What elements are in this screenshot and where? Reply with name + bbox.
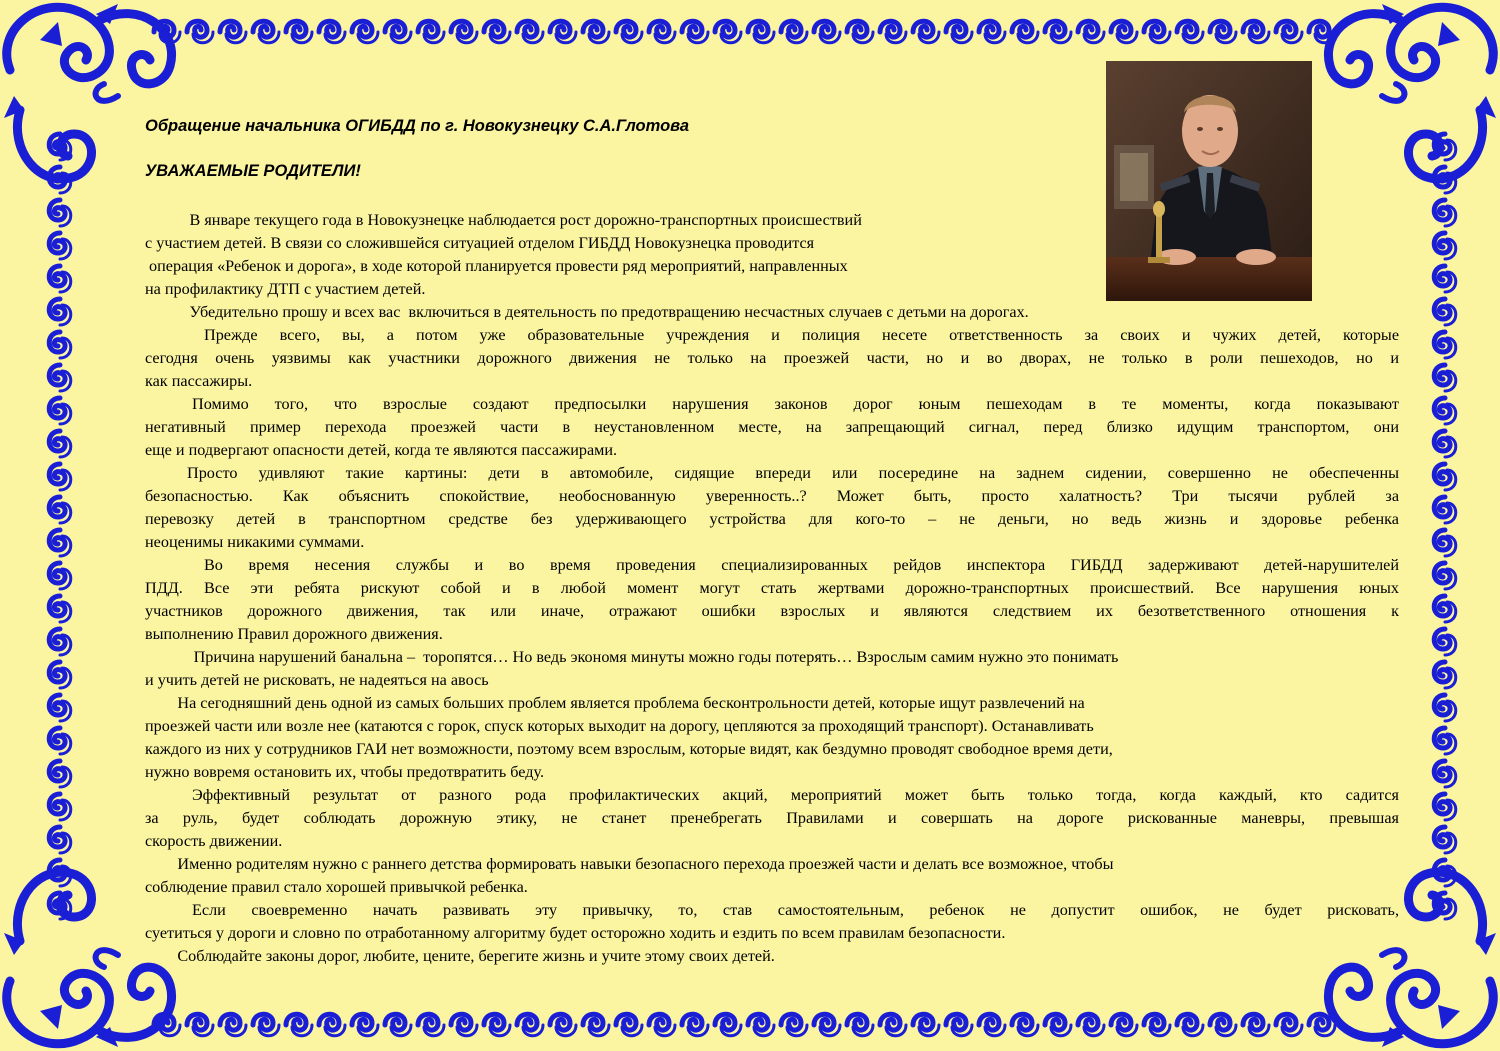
- text-line: Прежде всего, вы, а потом уже образовательные учреждения и полиция несете ответственность за своих и чужих детей, которые: [204, 326, 1399, 344]
- text-line: Эффективный результат от разного рода профилактических акций, мероприятий может быть только тогда, когда каждый, кто садится: [192, 786, 1399, 804]
- text-line: и учить детей не рисковать, не надеяться на авось: [145, 671, 489, 689]
- text-line: сегодня очень уязвимы как участники дорожного движения не только на проезжей части, но и во дворах, не только в роли пешеходов, но и: [145, 349, 1399, 367]
- text-line: как пассажиры.: [145, 372, 253, 390]
- text-line: операция «Ребенок и дорога», в ходе которой планируется провести ряд мероприятий, направленных: [145, 257, 848, 275]
- text-line: суетиться у дороги и словно по отработанному алгоритму будет осторожно ходить и ездить по всем правилам безопасности.: [145, 924, 1006, 942]
- text-line: Убедительно прошу и всех вас включиться в деятельность по предотвращению несчастных случаев с детьми на дорогах.: [145, 303, 1029, 321]
- text-line: безопасностью. Как объяснить спокойствие, необоснованную уверенность..? Может быть, просто халатность? Три тысячи рублей за: [145, 487, 1399, 505]
- text-line: на профилактику ДТП с участием детей.: [145, 280, 426, 298]
- text-line: ПДД. Все эти ребята рискуют собой и в любой момент могут стать жертвами дорожно-транспортных происшествий. Все нарушения юных: [145, 579, 1399, 597]
- text-line: за руль, будет соблюдать дорожную этику, не станет пренебрегать Правилами и совершать на дороге рискованные маневры, превышая: [145, 809, 1399, 827]
- text-line: Во время несения службы и во время проведения специализированных рейдов инспектора ГИБДД задерживают детей-нарушителей: [204, 556, 1399, 574]
- appeal-body: [145, 209, 1399, 968]
- text-line: выполнению Правил дорожного движения.: [145, 625, 443, 643]
- text-line: Помимо того, что взрослые создают предпосылки нарушения законов дорог юным пешеходам в те моменты, когда показывают: [192, 395, 1399, 413]
- text-line: Если своевременно начать развивать эту привычку, то, став самостоятельным, ребенок не допустит ошибок, не будет рисковать,: [192, 901, 1399, 919]
- text-line: Соблюдайте законы дорог, любите, цените, берегите жизнь и учите этому своих детей.: [145, 947, 775, 965]
- text-line: нужно вовремя остановить их, чтобы предотвратить беду.: [145, 763, 545, 781]
- text-line: В январе текущего года в Новокузнецке наблюдается рост дорожно-транспортных происшествий: [145, 211, 862, 229]
- text-line: проезжей части или возле нее (катаются с горок, спуск которых выходит на дорогу, цепляются за проходящий транспорт). Останавливать: [145, 717, 1094, 735]
- text-line: Причина нарушений банальна – торопятся… Но ведь экономя минуты можно годы потерять… Взрослым самим нужно это понимать: [145, 648, 1119, 666]
- text-line: неоценимы никакими суммами.: [145, 533, 365, 551]
- text-line: негативный пример перехода проезжей части в неустановленном месте, на запрещающий сигнал, перед близко идущим транспортом, они: [145, 418, 1399, 436]
- text-line: участников дорожного движения, так или иначе, отражают ошибки взрослых и являются следствием их безответственного отношения к: [145, 602, 1399, 620]
- text-line: перевозку детей в транспортном средстве без удерживающего устройства для кого-то – не деньги, но ведь жизнь и здоровье ребенка: [145, 510, 1399, 528]
- text-line: Просто удивляют такие картины: дети в автомобиле, сидящие впереди или посередине на заднем сидении, совершенно не обеспеченны: [187, 464, 1399, 482]
- text-line: На сегодняшний день одной из самых больших проблем является проблема бесконтрольности детей, которые ищут развлечений на: [145, 694, 1085, 712]
- text-line: еще и подвергают опасности детей, когда те являются пассажирами.: [145, 441, 618, 459]
- text-line: соблюдение правил стало хорошей привычкой ребенка.: [145, 878, 528, 896]
- text-line: скорость движении.: [145, 832, 283, 850]
- text-line: с участием детей. В связи со сложившейся ситуацией отделом ГИБДД Новокузнецка проводится: [145, 234, 815, 252]
- text-line: Именно родителям нужно с раннего детства формировать навыки безопасного перехода проезжей части и делать все возможное, чтобы: [145, 855, 1114, 873]
- text-line: каждого из них у сотрудников ГАИ нет возможности, поэтому всем взрослым, которые видят, как бездумно проводят свободное время дети,: [145, 740, 1113, 758]
- greeting-heading: УВАЖАЕМЫЕ РОДИТЕЛИ!: [145, 162, 361, 180]
- document-title: Обращение начальника ОГИБДД по г. Новокузнецку С.А.Глотова: [145, 117, 690, 135]
